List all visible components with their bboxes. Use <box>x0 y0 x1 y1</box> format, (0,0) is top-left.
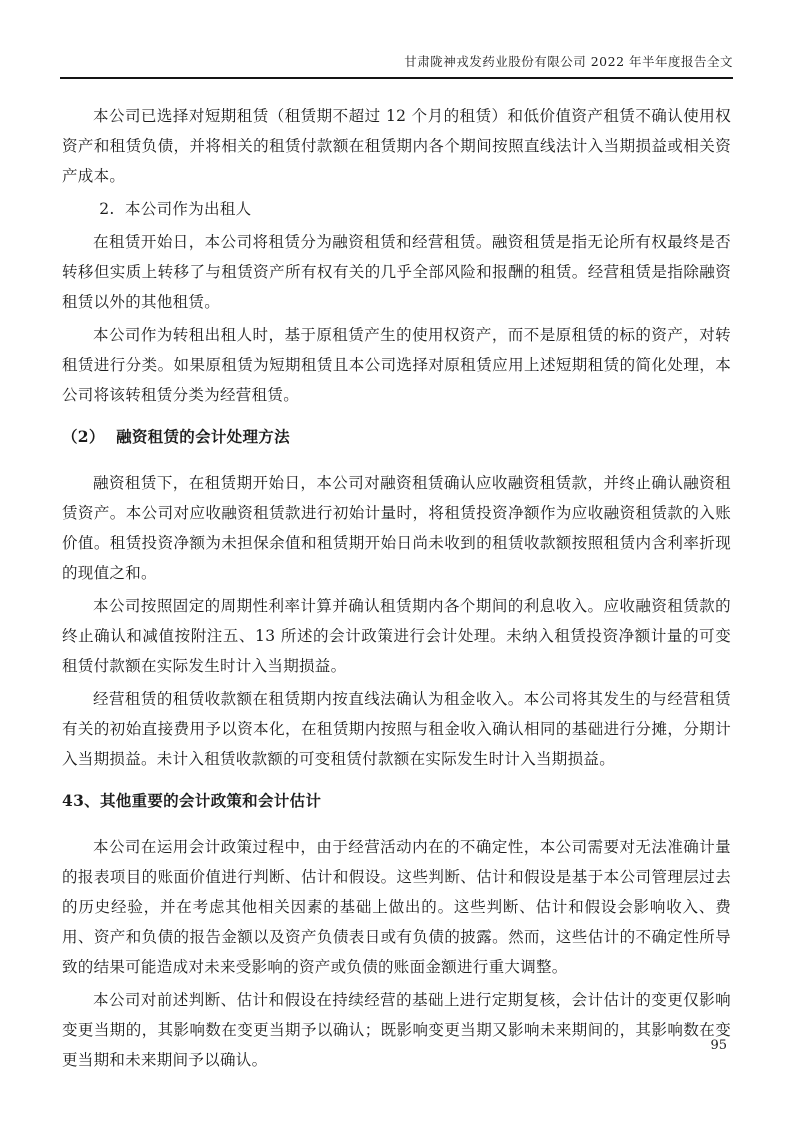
heading-other-accounting-policies: 43、其他重要的会计政策和会计估计 <box>62 791 322 810</box>
page-content <box>62 79 731 1075</box>
page-number: 95 <box>710 1038 727 1053</box>
paragraph-lease-classification: 在租赁开始日，本公司将租赁分为融资租赁和经营租赁。融资租赁是指无论所有权最终是否转移但实质上转移了与租赁资产所有权有关的几乎全部风险和报酬的租赁。经营租赁是指除融资租赁以外的其他租赁。 <box>62 233 731 311</box>
paragraph-short-lease-policy: 本公司已选择对短期租赁（租赁期不超过 12 个月的租赁）和低价值资产租赁不确认使用权资产和租赁负债，并将相关的租赁付款额在租赁期内各个期间按照直线法计入当期损益或相关资产成本。 <box>62 107 731 185</box>
page-header <box>60 0 733 79</box>
paragraph-finance-lease-initial-measurement: 融资租赁下，在租赁期开始日，本公司对融资租赁确认应收融资租赁款，并终止确认融资租赁资产。本公司对应收融资租赁款进行初始计量时，将租赁投资净额作为应收融资租赁款的入账价值。租赁投资净额为未担保余值和租赁期开始日尚未收到的租赁收款额按照租赁内含利率折现的现值之和。 <box>62 474 731 582</box>
list-item-company-as-lessor: 2. 本公司作为出租人 <box>99 200 252 218</box>
paragraph-accounting-estimates-judgments: 本公司在运用会计政策过程中，由于经营活动内在的不确定性，本公司需要对无法准确计量的报表项目的账面价值进行判断、估计和假设。这些判断、估计和假设是基于本公司管理层过去的历史经验，并在考虑其他相关因素的基础上做出的。这些判断、估计和假设会影响收入、费用、资产和负债的报告金额以及资产负债表日或有负债的披露。然而，这些估计的不确定性所导致的结果可能造成对未来受影响的资产或负债的账面金额进行重大调整。 <box>62 838 731 976</box>
report-header-title: 甘肃陇神戎发药业股份有限公司 2022 年半年度报告全文 <box>404 54 733 69</box>
paragraph-operating-lease-income: 经营租赁的租赁收款额在租赁期内按直线法确认为租金收入。本公司将其发生的与经营租赁有关的初始直接费用予以资本化，在租赁期内按照与租金收入确认相同的基础进行分摊，分期计入当期损益。未计入租赁收款额的可变租赁付款额在实际发生时计入当期损益。 <box>62 690 731 768</box>
heading-finance-lease-accounting: （2） 融资租赁的会计处理方法 <box>62 427 290 446</box>
paragraph-sublease-classification: 本公司作为转租出租人时，基于原租赁产生的使用权资产，而不是原租赁的标的资产，对转租赁进行分类。如果原租赁为短期租赁且本公司选择对原租赁应用上述短期租赁的简化处理，本公司将该转租赁分类为经营租赁。 <box>62 326 731 404</box>
paragraph-finance-lease-interest-income: 本公司按照固定的周期性利率计算并确认租赁期内各个期间的利息收入。应收融资租赁款的终止确认和减值按附注五、13 所述的会计政策进行会计处理。未纳入租赁投资净额计量的可变租赁付款额在实际发生时计入当期损益。 <box>62 597 731 675</box>
paragraph-estimates-periodic-review: 本公司对前述判断、估计和假设在持续经营的基础上进行定期复核，会计估计的变更仅影响变更当期的，其影响数在变更当期予以确认；既影响变更当期又影响未来期间的，其影响数在变更当期和未来期间予以确认。 <box>62 991 731 1069</box>
